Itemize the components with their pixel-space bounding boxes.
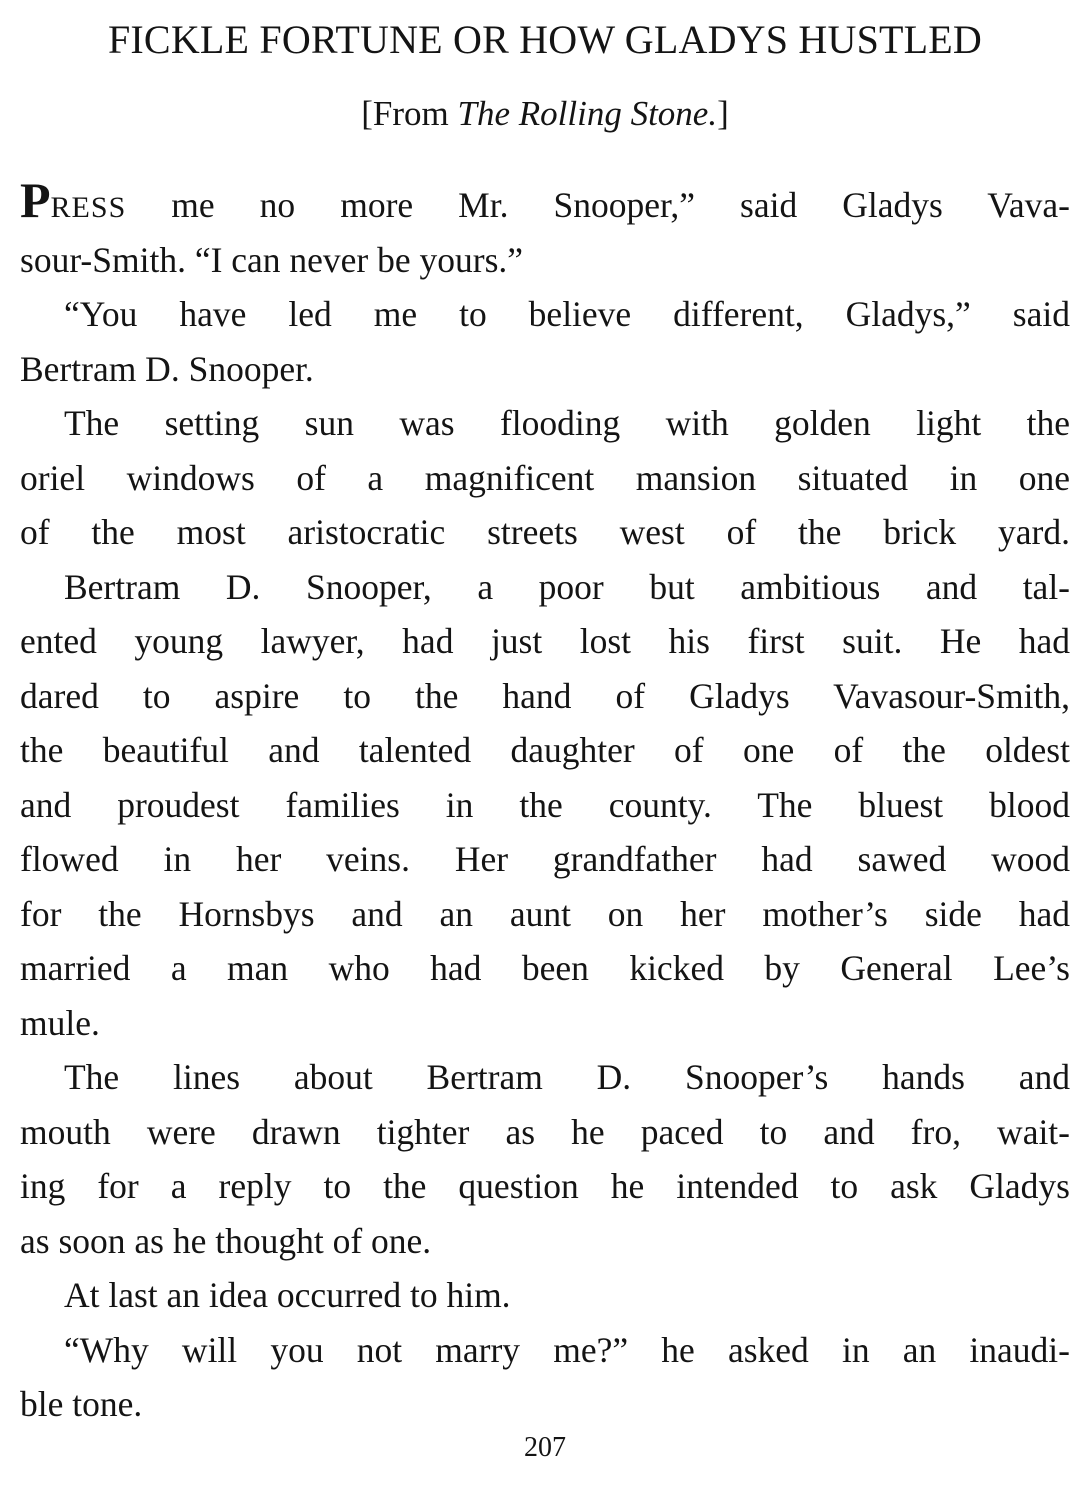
drop-cap: P	[20, 172, 51, 228]
text-line: mouth were drawn tighter as he paced to and fro, wait-	[20, 1111, 1070, 1152]
story-body	[20, 172, 1070, 1432]
text-line: as soon as he thought of one.	[20, 1220, 432, 1261]
text-line: the beautiful and talented daughter of one of the oldest	[20, 730, 1070, 770]
text-line: oriel windows of a magnificent mansion situated in one	[20, 457, 1070, 498]
text-line: mule.	[20, 1002, 100, 1043]
source-close: ]	[717, 94, 729, 133]
page-number: 207	[524, 1432, 566, 1463]
text-line: Bertram D. Snooper, a poor but ambitious and tal-	[64, 566, 1070, 607]
text-line: married a man who had been kicked by General Lee’s	[20, 948, 1070, 988]
story-title: FICKLE FORTUNE OR HOW GLADYS HUSTLED	[107, 17, 983, 62]
small-caps-word: RESS	[50, 191, 127, 224]
source-open: [From	[361, 94, 458, 133]
text-line: Bertram D. Snooper.	[20, 348, 314, 389]
text-line: ing for a reply to the question he intended to ask Gladys	[20, 1166, 1070, 1206]
text-line: “Why will you not marry me?” he asked in an inaudi-	[64, 1329, 1070, 1370]
text-line: sour-Smith. “I can never be yours.”	[20, 239, 524, 280]
text-line: The setting sun was flooding with golden light the	[64, 403, 1070, 443]
text-line-opening	[20, 172, 1070, 233]
text-line: for the Hornsbys and an aunt on her mother’s side had	[20, 893, 1070, 934]
text-line: “You have led me to believe different, Gladys,” said	[64, 294, 1070, 334]
text-line: of the most aristocratic streets west of the brick yard.	[20, 512, 1070, 552]
text-line: At last an idea occurred to him.	[64, 1275, 511, 1315]
text-line: ble tone.	[20, 1384, 143, 1424]
source-publication: The Rolling Stone.	[457, 94, 718, 133]
text-line: The lines about Bertram D. Snooper’s hands and	[64, 1057, 1070, 1097]
text-line: ented young lawyer, had just lost his first suit. He had	[20, 621, 1070, 661]
text-line: and proudest families in the county. The bluest blood	[20, 784, 1070, 825]
opening-line-rest: me no more Mr. Snooper,” said Gladys Vava-	[126, 185, 1070, 225]
source-attribution	[0, 90, 1090, 138]
text-line: dared to aspire to the hand of Gladys Vavasour-Smith,	[20, 675, 1070, 716]
text-line: flowed in her veins. Her grandfather had sawed wood	[20, 839, 1070, 879]
